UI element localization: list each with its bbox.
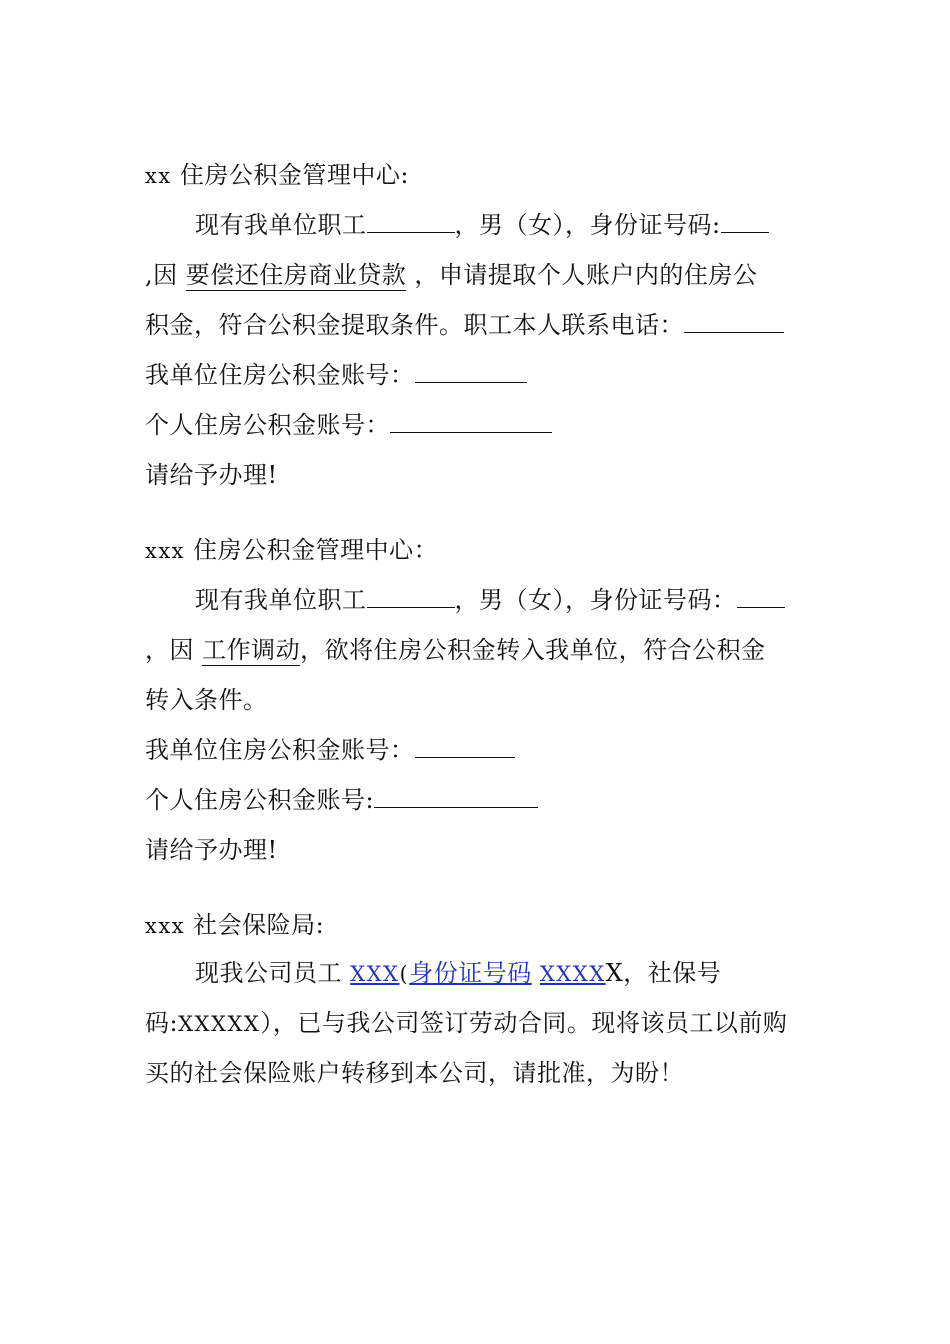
letter1-phone-label: 积金，符合公积金提取条件。职工本人联系电话： [145, 311, 684, 339]
letter2-personal-account [145, 785, 538, 815]
employee-name-blank[interactable] [367, 210, 455, 233]
letter3-employee-intro: 现我公司员工 [195, 959, 342, 987]
letter2-unit-account-label: 我单位住房公积金账号： [145, 736, 415, 764]
letter1-request-text: ，申请提取个人账户内的住房公 [414, 261, 758, 289]
letter1-reason: 要偿还住房商业贷款 [185, 261, 407, 289]
letter2-line1 [195, 585, 785, 615]
letter3-social-security-label: X，社保号 [605, 959, 722, 987]
letter3-open-paren: ( [399, 962, 410, 986]
personal-account-blank[interactable] [374, 785, 538, 808]
letter1-reason-lead: ,因 [145, 261, 178, 289]
letter2-gender-id-label: ，男（女），身份证号码： [454, 586, 737, 614]
letter2-unit-account [145, 735, 515, 765]
letter3-salutation [145, 910, 324, 941]
letter1-closing: 请给予办理! [145, 461, 278, 489]
letter1-gender-id-label: ，男（女），身份证号码: [454, 211, 721, 239]
letter3-line1 [195, 958, 721, 989]
letter2-line3: 转入条件。 [145, 686, 268, 714]
letter1-personal-account-label: 个人住房公积金账号： [145, 411, 390, 439]
employee-name-link[interactable]: XXX [350, 962, 400, 986]
phone-blank[interactable] [684, 310, 784, 333]
letter2-closing: 请给予办理! [145, 836, 278, 864]
letter2-reason-lead: ，因 [145, 636, 194, 664]
letter1-personal-account [145, 410, 552, 440]
personal-account-blank[interactable] [390, 410, 552, 433]
letter1-line1 [195, 210, 769, 240]
id-number-blank[interactable] [737, 585, 785, 608]
letter2-salutation-text: 住房公积金管理中心： [193, 536, 439, 564]
letter1-line3 [145, 310, 784, 340]
letter3-contract-text: ），已与我公司签订劳动合同。现将该员工以前购 [260, 1009, 788, 1037]
id-number-blank[interactable] [721, 210, 769, 233]
letter3-line3: 买的社会保险账户转移到本公司，请批准，为盼！ [145, 1059, 684, 1087]
letter2-employee-intro: 现有我单位职工 [195, 586, 367, 614]
id-number-value-link[interactable]: XXXX [539, 962, 606, 986]
letter3-salutation-text: 社会保险局: [193, 911, 325, 939]
id-number-label-link[interactable]: 身份证号码 [409, 959, 532, 987]
employee-name-blank[interactable] [367, 585, 455, 608]
letter2-request-text: ，欲将住房公积金转入我单位，符合公积金 [300, 636, 766, 664]
letter1-salutation-text: 住房公积金管理中心: [179, 161, 409, 189]
unit-account-blank[interactable] [415, 360, 527, 383]
letter1-unit-account [145, 360, 527, 390]
letter3-code-value: XXXXX [178, 1012, 261, 1036]
letter1-employee-intro: 现有我单位职工 [195, 211, 367, 239]
letter2-salutation-prefix: xxx [145, 539, 186, 563]
letter2-line2 [145, 635, 766, 665]
letter2-personal-account-label: 个人住房公积金账号: [145, 786, 375, 814]
letter1-salutation [145, 160, 409, 191]
letter1-line2 [145, 260, 757, 290]
letter2-reason: 工作调动 [202, 636, 301, 664]
letter3-salutation-prefix: xxx [145, 914, 186, 938]
letter3-code-label: 码: [145, 1009, 179, 1037]
letter1-salutation-prefix: xx [145, 164, 172, 188]
letter2-salutation [145, 535, 438, 566]
letter1-unit-account-label: 我单位住房公积金账号： [145, 361, 415, 389]
unit-account-blank[interactable] [415, 735, 515, 758]
letter3-line2 [145, 1008, 787, 1039]
